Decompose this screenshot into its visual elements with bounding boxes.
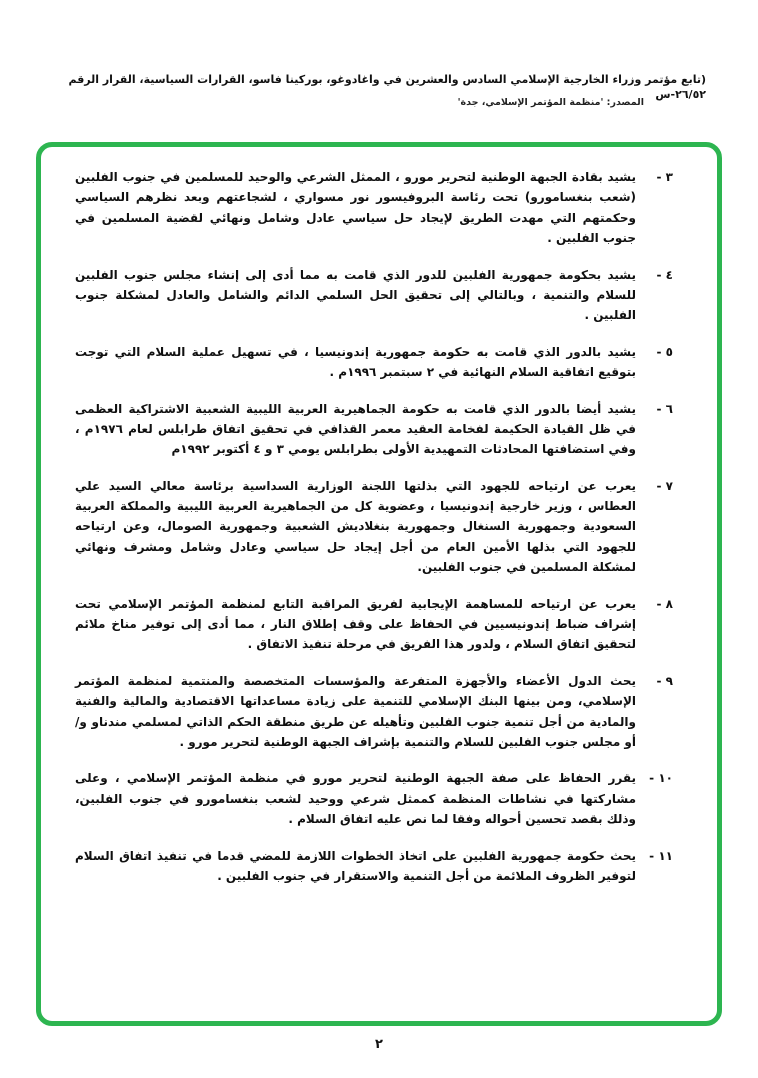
item-body: بالدور الذي قامت به حكومة جمهورية إندونيسيا ، في تسهيل عملية السلام التي توجت بتوقيع اتفاقية السلام النهائية في ٢ سبتمبر ١٩٩٦م .	[75, 344, 636, 380]
item-text	[75, 768, 636, 829]
item-number: ٥ -	[656, 344, 673, 359]
page-number: ٢	[375, 1037, 383, 1052]
item-number: ٧ -	[656, 478, 673, 493]
item-number: ٩ -	[656, 673, 673, 688]
resolution-item	[75, 846, 673, 887]
item-lead: يعرب	[605, 596, 636, 611]
resolution-item	[75, 768, 673, 829]
resolution-item	[75, 671, 673, 753]
item-body: حكومة جمهورية الفلبين على اتخاذ الخطوات اللازمة للمضي قدما في تنفيذ اتفاق السلام لتوفير الظروف الملائمة من أجل التنمية والاستقرار في جنوب الفلبين .	[75, 848, 636, 883]
resolution-item	[75, 594, 673, 655]
resolution-item	[75, 476, 673, 578]
item-body: أيضا بالدور الذي قامت به حكومة الجماهيرية العربية الليبية الشعبية الاشتراكية العظمى في ظل القيادة الحكيمة لفخامة العقيد معمر القذافي في تحقيق اتفاق طرابلس لعام ١٩٧٦م ، وفي استضافتها المحادثات التمهيدية الأولى بطرابلس يومي ٣ و ٤ أكتوبر ١٩٩٢م	[75, 401, 637, 457]
item-body: عن ارتياحه للمساهمة الإيجابية لفريق المراقبة التابع لمنظمة المؤتمر الإسلامي تحت إشراف ضباط إندونيسيين في الحفاظ على وقف إطلاق النار ، مما أدى إلى توفير مناخ ملائم لتحقيق اتفاق السلام ، ولدور هذا الفريق في مرحلة تنفيذ الاتفاق .	[75, 596, 636, 652]
item-lead: يحث	[610, 673, 637, 688]
item-number: ١٠ -	[649, 771, 673, 786]
item-body: بقادة الجبهة الوطنية لتحرير مورو ، الممثل الشرعي والوحيد للمسلمين في جنوب الفلبين (شعب بنغسامورو) تحت رئاسة البروفيسور نور مسواري ، لشجاعتهم وبعد نظرهم السياسي وحكمتهم التي مهدت الطريق لإيجاد حل سياسي عادل وشامل ونهائي لقضية المسلمين في جنوب الفلبين .	[75, 170, 636, 246]
item-text	[75, 594, 636, 655]
resolution-item	[75, 265, 673, 326]
item-lead: يشيد	[607, 170, 636, 184]
item-number: ٣ -	[656, 170, 673, 184]
item-number: ٤ -	[656, 267, 673, 282]
item-body: عن ارتياحه للجهود التي بذلتها اللجنة الوزارية السداسية برئاسة معالي السيد علي العطاس ، وزير خارجية إندونيسيا ، وعضوية كل من الجماهيرية العربية الليبية والمملكة العربية السعودية وجمهورية السنغال وجمهورية بنغلاديش الشعبية وجمهورية الصومال، وعن ارتياحه للجهود التي بذلها الأمين العام من أجل إيجاد حل سياسي وعادل وشامل ومشرف ونهائي لمشكلة المسلمين في جنوب الفلبين.	[75, 478, 636, 575]
item-body: الحفاظ على صفة الجبهة الوطنية لتحرير مورو في منظمة المؤتمر الإسلامي ، وعلى مشاركتها في نشاطات المنظمة كممثل شرعي ووحيد لشعب بنغسامورو في جنوب الفلبين، وذلك بقصد تحسين أحواله وفقا لما نص عليه اتفاق السلام .	[75, 771, 636, 827]
item-lead: يحث	[610, 848, 636, 863]
item-text	[75, 476, 636, 578]
item-body: الدول الأعضاء والأجهزة المتفرعة والمؤسسات المتخصصة والمنتمية لمنظمة المؤتمر الإسلامي، ومن بينها البنك الإسلامي للتنمية على زيادة مساعداتها الاقتصادية والمالية والفنية والمادية من أجل تنمية جنوب الفلبين وتأهيله عن طريق منطقة الحكم الذاتي لمسلمي مندناو و/أو مجلس جنوب الفلبين للسلام والتنمية بإشراف الجبهة الوطنية لتحرير مورو .	[75, 673, 636, 749]
item-text	[75, 846, 636, 887]
item-body: بحكومة جمهورية الفلبين للدور الذي قامت به مما أدى إلى إنشاء مجلس جنوب الفلبين للسلام والتنمية ، وبالتالي إلى تحقيق الحل السلمي الدائم والشامل والعادل لمشكلة جنوب الفلبين .	[75, 267, 636, 323]
item-number: ١١ -	[649, 848, 673, 863]
item-number: ٨ -	[656, 596, 673, 611]
resolution-item	[75, 399, 673, 460]
item-lead: يعرب	[605, 478, 636, 493]
item-text	[75, 167, 636, 249]
item-text	[75, 265, 636, 326]
resolution-item	[75, 342, 673, 383]
item-lead: يشيد	[607, 267, 636, 282]
resolution-item	[75, 167, 673, 249]
resolution-box	[36, 142, 722, 1026]
item-lead: يقرر	[608, 771, 636, 786]
item-number: ٦ -	[656, 401, 673, 416]
item-text	[75, 671, 636, 753]
header-line: (تابع مؤتمر وزراء الخارجية الإسلامي السادس والعشرين في واغادوغو، بوركينا فاسو، القرارات السياسية، القرار الرقم ٢٦/٥٢-س	[68, 73, 706, 102]
item-text	[75, 399, 636, 460]
source-line: المصدر: 'منظمة المؤتمر الإسلامي، جدة'	[457, 97, 644, 108]
item-lead: يشيد	[607, 344, 636, 359]
item-text	[75, 342, 636, 383]
item-lead: يشيد	[607, 401, 636, 416]
